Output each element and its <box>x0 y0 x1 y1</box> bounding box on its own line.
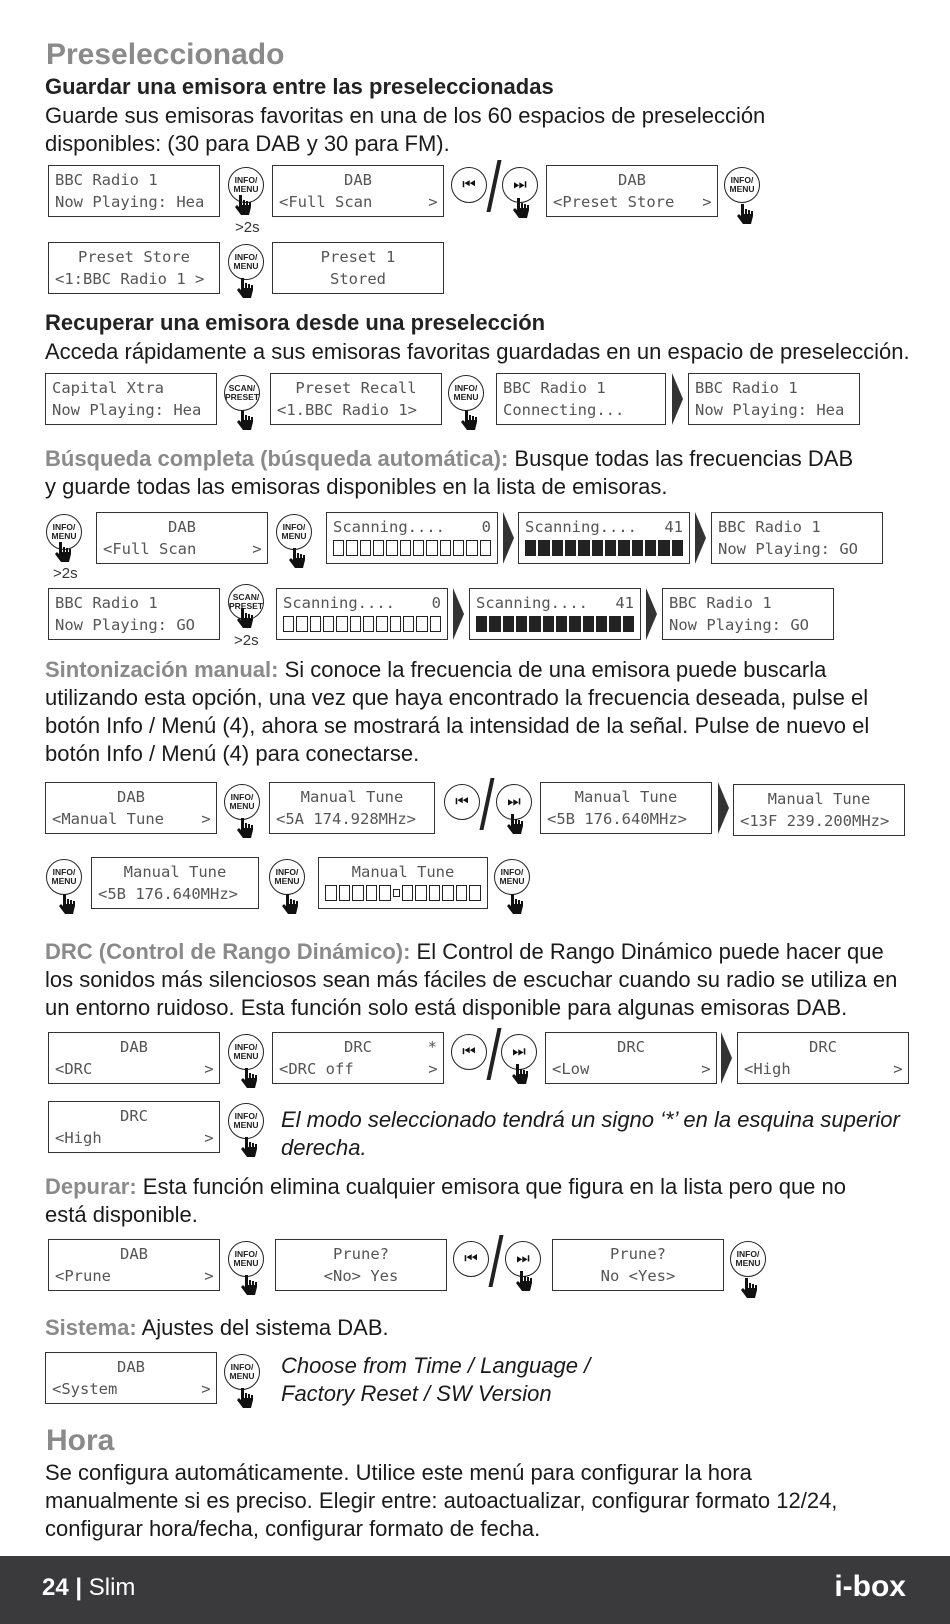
subheading-store-preset: Guardar una emisora entre las preseleccionadas <box>45 74 554 99</box>
next-track-icon: ⏭ <box>502 167 538 203</box>
signal-strength-bar <box>325 885 481 901</box>
section-title-preseleccionado: Preseleccionado <box>46 38 285 71</box>
paragraph-line: botón Info / Menú (4), ahora se mostrará la intensidad de la señal. Pulse de nuevo el <box>45 713 870 738</box>
lcd-display <box>711 512 883 564</box>
lcd-line-1: Manual Tune <box>300 788 404 806</box>
lcd-line-2: <1:BBC Radio 1 > <box>55 270 205 288</box>
lcd-display <box>546 165 718 217</box>
lcd-line-1: DAB <box>344 171 372 189</box>
lcd-display <box>48 1032 220 1084</box>
info-menu-button: INFO/ MENU <box>228 1034 264 1070</box>
subheading-recall-preset: Recuperar una emisora desde una preselección <box>45 310 546 335</box>
lcd-line-2: <DRC > <box>55 1060 214 1078</box>
lead-label: Depurar: <box>45 1174 137 1199</box>
lcd-line-1: Manual Tune <box>123 863 227 881</box>
paragraph-recall: Acceda rápidamente a sus emisoras favoritas guardadas en un espacio de preselección. <box>45 339 910 364</box>
lcd-line-2: <1.BBC Radio 1> <box>277 401 417 419</box>
lcd-line-2: Now Playing: Hea <box>55 193 205 211</box>
lcd-line-1: Prune? <box>333 1245 389 1263</box>
info-menu-button: INFO/ MENU <box>276 514 312 550</box>
lcd-line-2: <5A 174.928MHz> <box>276 810 416 828</box>
lcd-display <box>552 1239 724 1291</box>
lcd-line-1: BBC Radio 1 <box>55 594 158 612</box>
info-menu-button: INFO/ MENU <box>228 244 264 280</box>
selected-mark: * <box>427 1038 437 1056</box>
lcd-display <box>688 373 860 425</box>
lcd-line-1: Manual Tune <box>574 788 678 806</box>
lcd-display <box>45 782 217 834</box>
lcd-line-1: DAB <box>168 518 196 536</box>
lcd-line-1: DRC <box>120 1107 148 1125</box>
scan-progress-bar <box>283 616 441 632</box>
lcd-line-2: Now Playing: Hea <box>695 401 845 419</box>
info-menu-button: INFO/ MENU <box>228 1103 264 1139</box>
signal-strength-display <box>318 857 488 909</box>
brand-logo: i-box <box>834 1570 906 1603</box>
info-menu-button: INFO/ MENU <box>228 1241 264 1277</box>
scan-count: 0 <box>431 594 441 612</box>
press-hand-icon <box>511 1269 535 1293</box>
scan-status-text: Scanning.... <box>283 594 395 612</box>
arrow-right-icon <box>721 1032 732 1084</box>
press-hand-icon <box>232 276 256 300</box>
lcd-display <box>269 782 435 834</box>
scan-progress-bar <box>333 540 491 556</box>
scan-progress-display <box>518 512 690 564</box>
arrow-right-icon <box>672 373 683 425</box>
info-menu-button: INFO/ MENU <box>224 784 260 820</box>
paragraph-text: El Control de Rango Dinámico puede hacer que <box>410 939 884 964</box>
paragraph-prune <box>45 1173 925 1229</box>
arrow-right-icon <box>503 512 514 564</box>
paragraph-hora <box>45 1459 925 1543</box>
lcd-display <box>48 588 220 640</box>
info-menu-button: INFO/ MENU <box>224 1354 260 1390</box>
lcd-line-1: Preset Store <box>78 248 190 266</box>
lcd-line-2: <System > <box>52 1380 211 1398</box>
scan-count: 41 <box>615 594 634 612</box>
info-menu-button: INFO/ MENU <box>269 859 305 895</box>
lead-label: Sintonización manual: <box>45 657 279 682</box>
press-hand-icon <box>502 812 526 836</box>
scan-preset-button: SCAN/ PRESET <box>228 584 264 620</box>
lcd-line-1: DRC <box>617 1038 645 1056</box>
lcd-line-2: <5B 176.640MHz> <box>98 885 238 903</box>
scan-progress-bar <box>476 616 634 632</box>
lcd-display <box>272 165 444 217</box>
paragraph-line: un entorno ruidoso. Esta función solo está disponible para algunas emisoras DAB. <box>45 995 848 1020</box>
note-line: Factory Reset / SW Version <box>281 1381 552 1406</box>
next-track-icon: ⏭ <box>501 1034 537 1070</box>
page-number-value: 24 | <box>42 1574 89 1601</box>
arrow-right-icon <box>646 588 657 640</box>
hold-time-label: >2s <box>235 219 260 236</box>
hold-time-label: >2s <box>53 565 78 582</box>
lcd-line-1: BBC Radio 1 <box>503 379 606 397</box>
lcd-line-2: Connecting... <box>503 401 625 419</box>
lcd-line-2: <Preset Store > <box>553 193 712 211</box>
scan-status-text: Scanning.... <box>476 594 588 612</box>
paragraph-line: está disponible. <box>45 1202 198 1227</box>
paragraph-line: Guarde sus emisoras favoritas en una de los 60 espacios de preselección <box>45 103 766 128</box>
lcd-line-1: DAB <box>120 1245 148 1263</box>
info-menu-button: INFO/ MENU <box>724 167 760 203</box>
press-hand-icon <box>508 196 532 220</box>
lcd-line-2: Now Playing: GO <box>718 540 858 558</box>
previous-track-icon: ⏮ <box>451 1034 487 1070</box>
press-hand-icon <box>277 892 301 916</box>
scan-count: 0 <box>481 518 491 536</box>
note-line: derecha. <box>281 1135 367 1160</box>
scan-progress-display <box>469 588 641 640</box>
next-track-icon: ⏭ <box>505 1241 541 1277</box>
arrow-right-icon <box>453 588 464 640</box>
lcd-line-1: Capital Xtra <box>52 379 164 397</box>
next-track-icon: ⏭ <box>496 784 532 820</box>
lcd-display <box>270 373 442 425</box>
lcd-line-2: Now Playing: Hea <box>52 401 202 419</box>
lcd-display <box>48 1239 220 1291</box>
arrow-right-icon <box>695 512 706 564</box>
lcd-display <box>545 1032 717 1084</box>
paragraph-text: Busque todas las frecuencias DAB <box>508 446 854 471</box>
lead-label: Sistema: <box>45 1315 137 1340</box>
paragraph-system <box>45 1314 925 1342</box>
lcd-display <box>48 165 220 217</box>
info-menu-button: INFO/ MENU <box>494 859 530 895</box>
scan-preset-button: SCAN/ PRESET <box>224 375 260 411</box>
lcd-display <box>272 242 444 294</box>
lcd-line-2: <DRC off > <box>279 1060 438 1078</box>
lcd-line-1: BBC Radio 1 <box>695 379 798 397</box>
previous-track-icon: ⏮ <box>451 167 487 203</box>
info-menu-button: INFO/ MENU <box>730 1241 766 1277</box>
lcd-line-1: DAB <box>618 171 646 189</box>
paragraph-drc <box>45 938 925 1022</box>
lcd-line-1: DRC <box>809 1038 837 1056</box>
press-hand-icon <box>507 1062 531 1086</box>
scan-progress-bar <box>525 540 683 556</box>
info-menu-button: INFO/ MENU <box>228 167 264 203</box>
lcd-line-1: Manual Tune <box>767 790 871 808</box>
press-hand-icon <box>232 408 256 432</box>
scan-status-text: Scanning.... <box>525 518 637 536</box>
lcd-display <box>496 373 666 425</box>
paragraph-line: Se configura automáticamente. Utilice este menú para configurar la hora <box>45 1460 752 1485</box>
lcd-display <box>272 1032 444 1084</box>
lcd-line-1: DAB <box>120 1038 148 1056</box>
lcd-line-2: Now Playing: GO <box>669 616 809 634</box>
lcd-display <box>737 1032 909 1084</box>
lcd-line-2: <Full Scan > <box>279 193 438 211</box>
press-hand-icon <box>230 193 254 217</box>
lcd-display <box>662 588 834 640</box>
paragraph-line: los sonidos más silenciosos sean más fáciles de escuchar cuando su radio se utiliza en <box>45 967 898 992</box>
press-hand-icon <box>54 892 78 916</box>
lcd-line-2: <High > <box>744 1060 903 1078</box>
lcd-line-1: Manual Tune <box>351 863 455 881</box>
paragraph-line: utilizando esta opción, una vez que haya encontrado la frecuencia deseada, pulse el <box>45 685 869 710</box>
lcd-line-2: <Full Scan > <box>103 540 262 558</box>
note-line: El modo seleccionado tendrá un signo ‘*’ en la esquina superior <box>281 1107 900 1132</box>
note-line: Choose from Time / Language / <box>281 1353 591 1378</box>
arrow-right-icon <box>718 782 729 834</box>
info-menu-button: INFO/ MENU <box>46 859 82 895</box>
press-hand-icon <box>232 606 256 630</box>
previous-track-icon: ⏮ <box>453 1241 489 1277</box>
paragraph-line: configurar hora/fecha, configurar formato de fecha. <box>45 1516 541 1541</box>
system-note <box>281 1352 881 1408</box>
lcd-line-1: DAB <box>117 1358 145 1376</box>
paragraph-manual-tune <box>45 656 925 768</box>
lcd-display <box>275 1239 447 1291</box>
lcd-display <box>48 242 220 294</box>
lcd-display <box>45 1352 217 1404</box>
scan-progress-display <box>276 588 448 640</box>
press-hand-icon <box>236 1066 260 1090</box>
lcd-line-1: Preset 1 <box>320 248 396 266</box>
paragraph-text: Si conoce la frecuencia de una emisora puede buscarla <box>278 657 827 682</box>
lcd-display <box>540 782 712 834</box>
lcd-line-2: <No> Yes <box>323 1267 399 1285</box>
paragraph-line <box>45 656 925 684</box>
paragraph-full-scan <box>45 445 925 501</box>
scan-progress-display <box>326 512 498 564</box>
press-hand-icon <box>736 1276 760 1300</box>
lcd-display <box>45 373 217 425</box>
lcd-display <box>91 857 259 909</box>
paragraph-text: Esta función elimina cualquier emisora que figura en la lista pero que no <box>136 1174 846 1199</box>
page-footer <box>0 1556 950 1624</box>
paragraph-line <box>45 1173 925 1201</box>
press-hand-icon <box>502 892 526 916</box>
info-menu-button: INFO/ MENU <box>448 375 484 411</box>
lcd-line-1: Prune? <box>610 1245 666 1263</box>
paragraph-line: botón Info / Menú (4) para conectarse. <box>45 741 420 766</box>
lead-label: Búsqueda completa (búsqueda automática): <box>45 446 509 471</box>
divider-slash <box>486 160 501 212</box>
divider-slash <box>486 1028 501 1080</box>
drc-note <box>281 1106 921 1162</box>
lcd-display <box>96 512 268 564</box>
info-menu-button: INFO/ MENU <box>46 514 82 550</box>
paragraph-line: disponibles: (30 para DAB y 30 para FM). <box>45 131 450 156</box>
hold-time-label: >2s <box>234 632 259 649</box>
previous-track-icon: ⏮ <box>444 784 480 820</box>
paragraph-line: manualmente si es preciso. Elegir entre: autoactualizar, configurar formato 12/24, <box>45 1488 838 1513</box>
divider-slash <box>488 1235 503 1287</box>
page-number <box>42 1574 135 1602</box>
lcd-line-1: BBC Radio 1 <box>55 171 158 189</box>
scan-count: 41 <box>664 518 683 536</box>
lcd-line-2: Now Playing: GO <box>55 616 195 634</box>
lcd-line-2: No <Yes> <box>600 1267 676 1285</box>
lcd-line-1: DAB <box>117 788 145 806</box>
paragraph-text: Ajustes del sistema DAB. <box>136 1315 389 1340</box>
paragraph-store-intro <box>45 102 925 158</box>
lcd-line-1: BBC Radio 1 <box>718 518 821 536</box>
product-name: Slim <box>88 1574 136 1601</box>
press-hand-icon <box>732 202 756 226</box>
press-hand-icon <box>50 540 74 564</box>
lcd-line-2: <13F 239.200MHz> <box>740 812 890 830</box>
section-title-hora: Hora <box>46 1424 115 1457</box>
press-hand-icon <box>232 1386 256 1410</box>
lcd-line-1: BBC Radio 1 <box>669 594 772 612</box>
lcd-line-2: <5B 176.640MHz> <box>547 810 687 828</box>
lcd-line-2: <High > <box>55 1129 214 1147</box>
lcd-line-2: Stored <box>330 270 386 288</box>
lcd-line-1: DRC <box>344 1038 372 1056</box>
press-hand-icon <box>236 1135 260 1159</box>
paragraph-line: y guarde todas las emisoras disponibles en la lista de emisoras. <box>45 474 668 499</box>
lead-label: DRC (Control de Rango Dinámico): <box>45 939 411 964</box>
scan-status-text: Scanning.... <box>333 518 445 536</box>
lcd-display <box>48 1101 220 1153</box>
divider-slash <box>479 778 494 830</box>
lcd-line-2: <Prune > <box>55 1267 214 1285</box>
press-hand-icon <box>456 408 480 432</box>
lcd-line-1: Preset Recall <box>295 379 417 397</box>
lcd-line-2: <Manual Tune > <box>52 810 211 828</box>
paragraph-line <box>45 938 925 966</box>
paragraph-line <box>45 445 925 473</box>
lcd-line-2: <Low > <box>552 1060 711 1078</box>
press-hand-icon <box>236 1273 260 1297</box>
lcd-display <box>733 784 905 836</box>
press-hand-icon <box>232 816 256 840</box>
press-hand-icon <box>284 546 308 570</box>
